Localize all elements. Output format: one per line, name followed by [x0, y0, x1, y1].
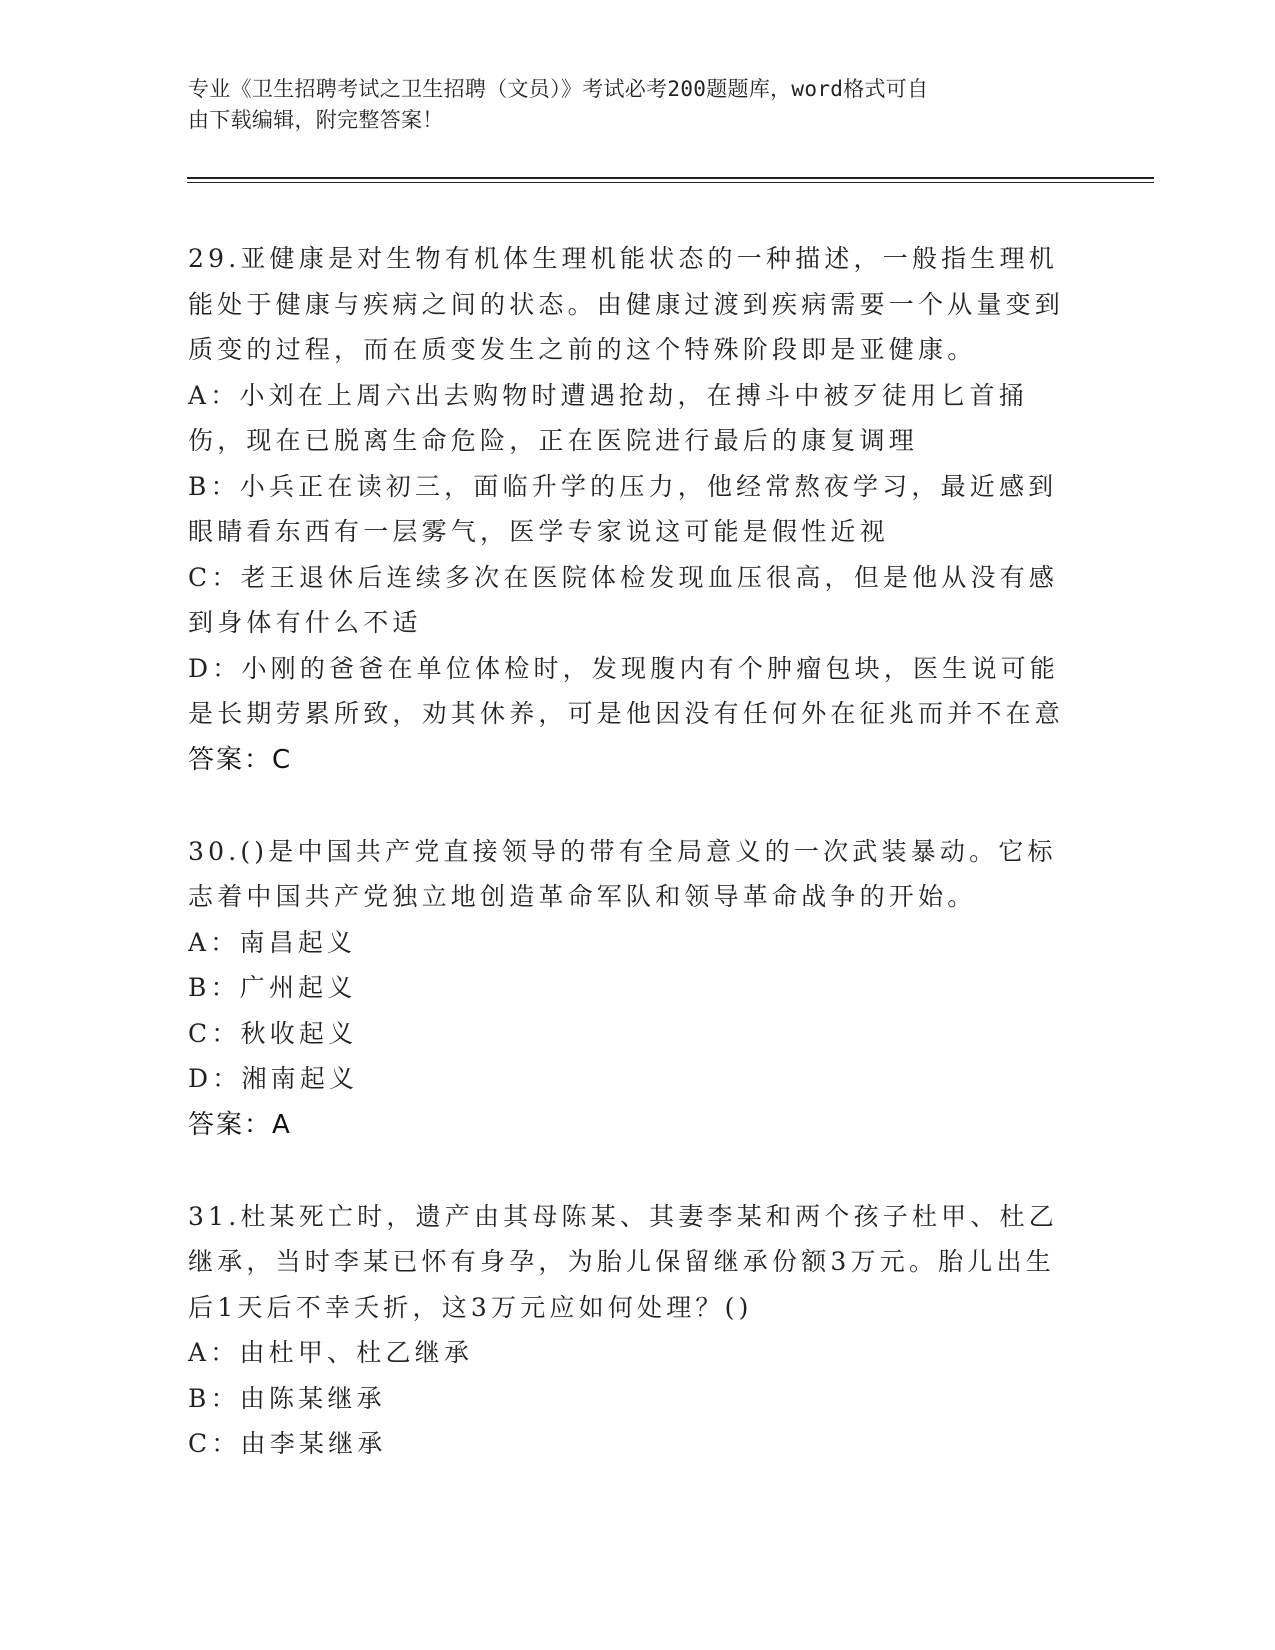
option-d: D：小刚的爸爸在单位体检时，发现腹内有个肿瘤包块，医生说可能是长期劳累所致，劝其休养，可是他因没有任何外在征兆而并不在意: [188, 653, 1065, 728]
question-text: 29.亚健康是对生物有机体生理机能状态的一种描述，一般指生理机能处于健康与疾病之间的状态。由健康过渡到疾病需要一个从量变到质变的过程，而在质变发生之前的这个特殊阶段即是亚健康。: [188, 244, 1065, 364]
option-c: C：秋收起义: [188, 1018, 358, 1048]
option-c: C：由李某继承: [188, 1429, 387, 1458]
option-b: B：小兵正在读初三，面临升学的压力，他经常熬夜学习，最近感到眼睛看东西有一层雾气，医学专家说这可能是假性近视: [188, 471, 1058, 546]
header-line-2: 由下载编辑，附完整答案！: [188, 108, 444, 132]
option-c: C：老王退休后连续多次在医院体检发现血压很高，但是他从没有感到身体有什么不适: [188, 562, 1059, 637]
question-30: [188, 829, 1078, 1148]
header-line-1: 专业《卫生招聘考试之卫生招聘（文员）》考试必考200题题库，word格式可自: [188, 77, 929, 101]
header-divider-thin: [187, 182, 1154, 183]
option-a: A：南昌起义: [188, 927, 357, 957]
answer-text: 答案：A: [188, 1109, 292, 1140]
document-header: [188, 74, 1088, 136]
question-31: [188, 1194, 1078, 1467]
question-text: 30.()是中国共产党直接领导的带有全局意义的一次武装暴动。它标志着中国共产党独立地创造革命军队和领导革命战争的开始。: [188, 836, 1057, 911]
answer-text: 答案：C: [188, 744, 293, 775]
option-a: A：由杜甲、杜乙继承: [188, 1338, 474, 1367]
question-29: [188, 236, 1078, 783]
header-divider-thick: [187, 177, 1154, 179]
option-b: B：广州起义: [188, 973, 357, 1002]
option-d: D：湘南起义: [188, 1064, 359, 1093]
question-list: [188, 236, 1078, 1513]
question-text: 31.杜某死亡时，遗产由其母陈某、其妻李某和两个孩子杜甲、杜乙继承，当时李某已怀有身孕，为胎儿保留继承份额3万元。胎儿出生后1天后不幸夭折，这3万元应如何处理？(): [188, 1201, 1058, 1322]
option-b: B：由陈某继承: [188, 1383, 386, 1413]
option-a: A：小刘在上周六出去购物时遭遇抢劫，在搏斗中被歹徒用匕首捅伤，现在已脱离生命危险，正在医院进行最后的康复调理: [188, 380, 1028, 455]
